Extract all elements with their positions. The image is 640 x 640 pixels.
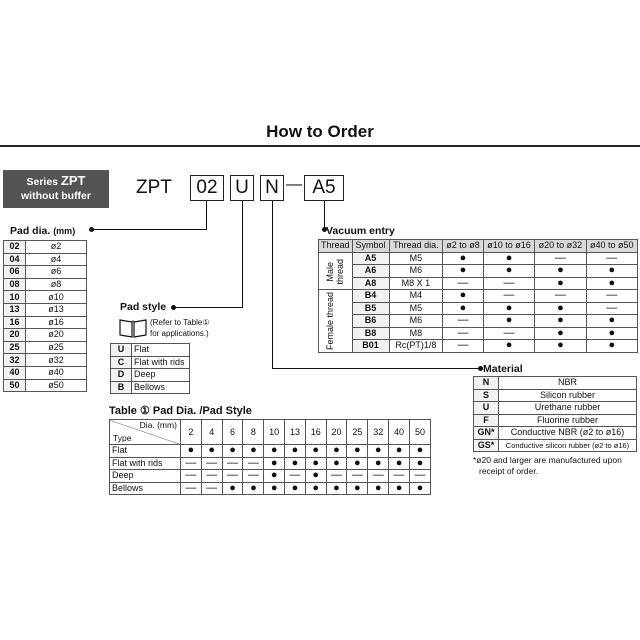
table1-availability: ● bbox=[264, 457, 285, 470]
material-code: S bbox=[474, 389, 499, 402]
vacuum-entry-availability: ● bbox=[586, 265, 637, 278]
table1-availability: — bbox=[326, 470, 347, 483]
vacuum-entry-availability: ● bbox=[535, 340, 586, 353]
vacuum-entry-symbol: A6 bbox=[352, 265, 389, 278]
pad-dia-row bbox=[4, 266, 87, 279]
pad-dia-value: ø4 bbox=[25, 253, 86, 266]
pad-dia-value: ø32 bbox=[25, 354, 86, 367]
series-subtitle: without buffer bbox=[21, 190, 91, 202]
table1-availability: ● bbox=[264, 470, 285, 483]
table1-availability: — bbox=[201, 457, 222, 470]
vacuum-entry-availability: — bbox=[483, 277, 534, 290]
table1-availability: ● bbox=[368, 445, 389, 458]
table1-dia-header: 50 bbox=[409, 420, 430, 445]
wire-dia-vertical bbox=[206, 201, 207, 229]
table1-type-name: Flat bbox=[110, 445, 181, 458]
material-row bbox=[474, 389, 637, 402]
material-name: NBR bbox=[499, 377, 637, 390]
vacuum-entry-thread-dia: M6 bbox=[389, 265, 442, 278]
material-note-line2: receipt of order. bbox=[479, 466, 539, 476]
pad-dia-row bbox=[4, 291, 87, 304]
vacuum-entry-header: ø10 to ø16 bbox=[483, 240, 534, 253]
vacuum-entry-symbol: B5 bbox=[352, 302, 389, 315]
table1-type-name: Flat with rids bbox=[110, 457, 181, 470]
material-note-line1: *ø20 and larger are manufactured upon bbox=[473, 455, 622, 465]
vacuum-entry-symbol: A5 bbox=[352, 252, 389, 265]
vacuum-entry-table bbox=[318, 239, 638, 353]
pad-style-note bbox=[150, 317, 210, 339]
pad-dia-label bbox=[10, 225, 75, 237]
table1-availability: ● bbox=[347, 482, 368, 495]
vacuum-entry-availability: ● bbox=[586, 327, 637, 340]
code-prefix: ZPT bbox=[136, 177, 172, 198]
material-name: Conductive silicon rubber (ø2 to ø16) bbox=[499, 439, 637, 452]
pad-dia-code: 13 bbox=[4, 303, 26, 316]
pad-style-row bbox=[111, 356, 190, 369]
table1-row bbox=[110, 445, 431, 458]
pad-dia-table bbox=[3, 240, 87, 392]
book-icon bbox=[118, 316, 148, 343]
material-label: Material bbox=[483, 363, 523, 375]
pad-style-code: B bbox=[111, 381, 132, 394]
table1-availability: ● bbox=[347, 457, 368, 470]
vacuum-entry-symbol: B4 bbox=[352, 290, 389, 303]
wire-material-vertical bbox=[272, 201, 273, 368]
table1-availability: — bbox=[389, 470, 410, 483]
thread-group-label: Male thread bbox=[325, 257, 346, 284]
table1-availability: ● bbox=[222, 445, 243, 458]
pad-style-row bbox=[111, 369, 190, 382]
vacuum-entry-symbol: B6 bbox=[352, 315, 389, 328]
pad-dia-code: 40 bbox=[4, 366, 26, 379]
pad-dia-value: ø25 bbox=[25, 341, 86, 354]
vacuum-entry-row bbox=[319, 277, 638, 290]
wire-style-horizontal bbox=[174, 307, 243, 308]
table1-dia-header: 20 bbox=[326, 420, 347, 445]
table1-availability: ● bbox=[409, 445, 430, 458]
material-row bbox=[474, 414, 637, 427]
series-prefix: Series bbox=[26, 176, 59, 188]
table1-availability: ● bbox=[389, 482, 410, 495]
vacuum-entry-thread-dia: M8 bbox=[389, 327, 442, 340]
material-name: Urethane rubber bbox=[499, 402, 637, 415]
code-style-box: U bbox=[230, 175, 254, 201]
pad-style-row bbox=[111, 381, 190, 394]
material-name: Silicon rubber bbox=[499, 389, 637, 402]
table1-dia-header: 13 bbox=[285, 420, 306, 445]
pad-dia-code: 25 bbox=[4, 341, 26, 354]
vacuum-entry-row bbox=[319, 290, 638, 303]
table1-availability: ● bbox=[285, 445, 306, 458]
vacuum-entry-thread-dia: Rc(PT)1/8 bbox=[389, 340, 442, 353]
table1-title: Table ① Pad Dia. /Pad Style bbox=[109, 405, 252, 417]
code-dash: — bbox=[286, 176, 302, 193]
pad-dia-value: ø8 bbox=[25, 278, 86, 291]
table1-corner bbox=[110, 420, 181, 445]
pad-style-code: C bbox=[111, 356, 132, 369]
vacuum-entry-thread-dia: M5 bbox=[389, 302, 442, 315]
table1-dia-header: 32 bbox=[368, 420, 389, 445]
pad-dia-row bbox=[4, 329, 87, 342]
pad-style-table bbox=[110, 343, 190, 394]
table1-availability: ● bbox=[409, 457, 430, 470]
pad-dia-code: 02 bbox=[4, 241, 26, 254]
pad-dia-code: 16 bbox=[4, 316, 26, 329]
pad-dia-value: ø40 bbox=[25, 366, 86, 379]
wire-style-dot bbox=[171, 305, 176, 310]
pad-dia-code: 20 bbox=[4, 329, 26, 342]
table1-dia-header: 40 bbox=[389, 420, 410, 445]
pad-style-name: Flat with rids bbox=[132, 356, 190, 369]
vacuum-entry-row bbox=[319, 327, 638, 340]
vacuum-entry-availability: ● bbox=[443, 302, 484, 315]
table1-row bbox=[110, 482, 431, 495]
vacuum-entry-availability: ● bbox=[535, 265, 586, 278]
material-table bbox=[473, 376, 637, 452]
vacuum-entry-header: ø20 to ø32 bbox=[535, 240, 586, 253]
table1-availability: — bbox=[222, 457, 243, 470]
vacuum-entry-label: Vacuum entry bbox=[326, 225, 395, 237]
table1-availability: — bbox=[347, 470, 368, 483]
table1-availability: ● bbox=[264, 445, 285, 458]
table1-availability: ● bbox=[243, 482, 264, 495]
table1-dia-header: 6 bbox=[222, 420, 243, 445]
table1-availability: ● bbox=[326, 482, 347, 495]
pad-style-note-line1: (Refer to Table① bbox=[150, 318, 210, 327]
pad-dia-value: ø16 bbox=[25, 316, 86, 329]
vacuum-entry-thread-dia: M6 bbox=[389, 315, 442, 328]
table1-availability: ● bbox=[243, 445, 264, 458]
pad-style-note-line2: for applications.) bbox=[150, 329, 209, 338]
code-entry-box: A5 bbox=[304, 175, 344, 201]
vacuum-entry-header: Thread bbox=[319, 240, 353, 253]
table1-dia-header: 25 bbox=[347, 420, 368, 445]
pad-dia-row bbox=[4, 366, 87, 379]
pad-dia-value: ø6 bbox=[25, 266, 86, 279]
page-title: How to Order bbox=[266, 122, 374, 141]
vacuum-entry-availability: ● bbox=[535, 302, 586, 315]
vacuum-entry-availability: — bbox=[443, 327, 484, 340]
vacuum-entry-availability: ● bbox=[535, 277, 586, 290]
table1-dia-header: 16 bbox=[305, 420, 326, 445]
vacuum-entry-symbol: B8 bbox=[352, 327, 389, 340]
vacuum-entry-availability: — bbox=[443, 315, 484, 328]
table1-type-name: Bellows bbox=[110, 482, 181, 495]
table1-availability: — bbox=[243, 470, 264, 483]
series-badge bbox=[3, 170, 109, 208]
table1-availability: — bbox=[180, 470, 201, 483]
pad-style-name: Flat bbox=[132, 344, 190, 357]
table1-availability: — bbox=[243, 457, 264, 470]
wire-material-horizontal bbox=[272, 368, 480, 369]
vacuum-entry-availability: ● bbox=[483, 340, 534, 353]
table1-availability: ● bbox=[409, 482, 430, 495]
vacuum-entry-availability: — bbox=[535, 290, 586, 303]
vacuum-entry-availability: ● bbox=[483, 252, 534, 265]
table1-dia-header: 10 bbox=[264, 420, 285, 445]
table1-availability: ● bbox=[368, 482, 389, 495]
table1-dia-header: 8 bbox=[243, 420, 264, 445]
series-name: ZPT bbox=[60, 173, 86, 188]
table1-type-label: Type bbox=[113, 433, 132, 443]
vacuum-entry-header: Thread dia. bbox=[389, 240, 442, 253]
pad-dia-row bbox=[4, 241, 87, 254]
vacuum-entry-availability: ● bbox=[443, 252, 484, 265]
vacuum-entry-thread-dia: M8 X 1 bbox=[389, 277, 442, 290]
pad-style-code: U bbox=[111, 344, 132, 357]
vacuum-entry-availability: — bbox=[586, 252, 637, 265]
vacuum-entry-thread-dia: M5 bbox=[389, 252, 442, 265]
pad-dia-code: 06 bbox=[4, 266, 26, 279]
vacuum-entry-availability: ● bbox=[483, 302, 534, 315]
table1-availability: ● bbox=[389, 457, 410, 470]
vacuum-entry-availability: — bbox=[586, 290, 637, 303]
vacuum-entry-row bbox=[319, 340, 638, 353]
material-row bbox=[474, 427, 637, 440]
vacuum-entry-availability: — bbox=[535, 252, 586, 265]
pad-style-name: Deep bbox=[132, 369, 190, 382]
table1-availability: ● bbox=[201, 445, 222, 458]
vacuum-entry-thread-dia: M4 bbox=[389, 290, 442, 303]
table1-availability: — bbox=[222, 470, 243, 483]
code-material-box: N bbox=[260, 175, 284, 201]
vacuum-entry-availability: ● bbox=[586, 340, 637, 353]
table1-dia-header: 4 bbox=[201, 420, 222, 445]
vacuum-entry-row bbox=[319, 302, 638, 315]
material-name: Fluorine rubber bbox=[499, 414, 637, 427]
pad-dia-value: ø10 bbox=[25, 291, 86, 304]
vacuum-entry-row bbox=[319, 265, 638, 278]
table1-availability: ● bbox=[347, 445, 368, 458]
pad-dia-row bbox=[4, 316, 87, 329]
table1-availability: ● bbox=[389, 445, 410, 458]
table1-availability: — bbox=[368, 470, 389, 483]
vacuum-entry-header: ø2 to ø8 bbox=[443, 240, 484, 253]
vacuum-entry-availability: ● bbox=[586, 277, 637, 290]
table1-availability: — bbox=[180, 482, 201, 495]
material-code: U bbox=[474, 402, 499, 415]
table1-dia-header: 2 bbox=[180, 420, 201, 445]
vacuum-entry-availability: ● bbox=[586, 315, 637, 328]
material-row bbox=[474, 439, 637, 452]
vacuum-entry-availability: ● bbox=[443, 290, 484, 303]
table1-availability: — bbox=[201, 470, 222, 483]
table1-availability: ● bbox=[222, 482, 243, 495]
table1-availability: — bbox=[180, 457, 201, 470]
pad-dia-value: ø13 bbox=[25, 303, 86, 316]
wire-style-vertical bbox=[242, 201, 243, 307]
material-code: N bbox=[474, 377, 499, 390]
table1-availability: ● bbox=[326, 457, 347, 470]
pad-dia-code: 50 bbox=[4, 379, 26, 392]
pad-style-code: D bbox=[111, 369, 132, 382]
table1-type-name: Deep bbox=[110, 470, 181, 483]
material-row bbox=[474, 402, 637, 415]
vacuum-entry-availability: — bbox=[443, 277, 484, 290]
code-dia-box: 02 bbox=[190, 175, 224, 201]
table1-availability: ● bbox=[305, 445, 326, 458]
vacuum-entry-symbol: B01 bbox=[352, 340, 389, 353]
vacuum-entry-availability: — bbox=[586, 302, 637, 315]
vacuum-entry-header: ø40 to ø50 bbox=[586, 240, 637, 253]
pad-dia-value: ø50 bbox=[25, 379, 86, 392]
material-code: GN* bbox=[474, 427, 499, 440]
pad-style-row bbox=[111, 344, 190, 357]
pad-dia-code: 08 bbox=[4, 278, 26, 291]
table1-availability: ● bbox=[180, 445, 201, 458]
pad-dia-code: 10 bbox=[4, 291, 26, 304]
wire-dia-dot bbox=[89, 227, 94, 232]
pad-dia-unit: (mm) bbox=[53, 226, 76, 236]
table1-availability: — bbox=[409, 470, 430, 483]
pad-dia-code: 32 bbox=[4, 354, 26, 367]
pad-dia-code: 04 bbox=[4, 253, 26, 266]
pad-dia-row bbox=[4, 278, 87, 291]
vacuum-entry-availability: ● bbox=[483, 315, 534, 328]
table1-availability: ● bbox=[326, 445, 347, 458]
pad-style-label: Pad style bbox=[120, 301, 167, 313]
table1-availability: — bbox=[285, 470, 306, 483]
pad-dia-row bbox=[4, 379, 87, 392]
vacuum-entry-header: Symbol bbox=[352, 240, 389, 253]
pad-dia-value: ø20 bbox=[25, 329, 86, 342]
table1-availability: ● bbox=[305, 470, 326, 483]
table1-availability: ● bbox=[264, 482, 285, 495]
table1-availability: — bbox=[201, 482, 222, 495]
table1-row bbox=[110, 470, 431, 483]
vacuum-entry-availability: ● bbox=[483, 265, 534, 278]
vacuum-entry-availability: ● bbox=[535, 315, 586, 328]
pad-dia-row bbox=[4, 303, 87, 316]
pad-dia-row bbox=[4, 341, 87, 354]
table1-availability: ● bbox=[368, 457, 389, 470]
material-code: F bbox=[474, 414, 499, 427]
male-thread-group bbox=[319, 252, 353, 290]
material-row bbox=[474, 377, 637, 390]
material-note bbox=[473, 455, 622, 477]
pad-style-name: Bellows bbox=[132, 381, 190, 394]
table1-row bbox=[110, 457, 431, 470]
vacuum-entry-availability: — bbox=[443, 340, 484, 353]
table1-dia-label: Dia. (mm) bbox=[139, 420, 177, 430]
table1-availability: ● bbox=[285, 457, 306, 470]
pad-dia-row bbox=[4, 253, 87, 266]
vacuum-entry-availability: ● bbox=[535, 327, 586, 340]
wire-dia-horizontal bbox=[91, 229, 207, 230]
table1-availability: ● bbox=[305, 482, 326, 495]
table1-availability: ● bbox=[305, 457, 326, 470]
vacuum-entry-availability: ● bbox=[443, 265, 484, 278]
wire-entry-vertical bbox=[324, 201, 325, 229]
pad-dia-value: ø2 bbox=[25, 241, 86, 254]
female-thread-group bbox=[319, 290, 353, 353]
pad-type-table bbox=[109, 419, 431, 495]
title-divider bbox=[0, 145, 640, 147]
pad-dia-title: Pad dia. bbox=[10, 225, 51, 237]
vacuum-entry-row bbox=[319, 315, 638, 328]
table1-availability: ● bbox=[285, 482, 306, 495]
vacuum-entry-symbol: A8 bbox=[352, 277, 389, 290]
material-code: GS* bbox=[474, 439, 499, 452]
thread-group-label: Female thread bbox=[325, 291, 336, 350]
vacuum-entry-availability: — bbox=[483, 327, 534, 340]
vacuum-entry-row bbox=[319, 252, 638, 265]
pad-dia-row bbox=[4, 354, 87, 367]
vacuum-entry-availability: — bbox=[483, 290, 534, 303]
material-name: Conductive NBR (ø2 to ø16) bbox=[499, 427, 637, 440]
